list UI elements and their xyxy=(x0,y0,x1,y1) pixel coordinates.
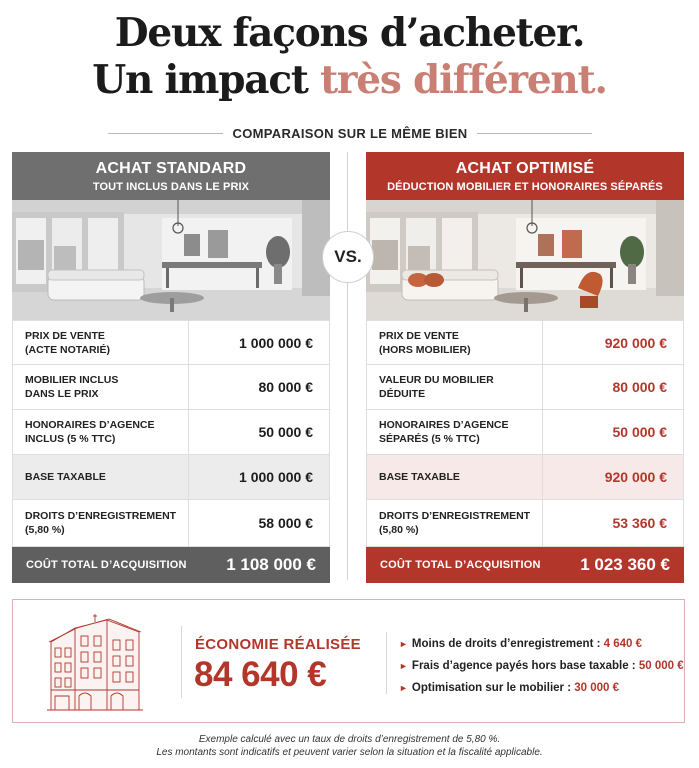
column-divider xyxy=(347,152,348,580)
list-item xyxy=(399,677,684,699)
table-row xyxy=(367,320,683,365)
row-label: DROITS D’ENREGISTREMENT (5,80 %) xyxy=(13,500,189,546)
standard-header xyxy=(12,152,330,200)
standard-title: ACHAT STANDARD xyxy=(95,159,247,177)
row-label: BASE TAXABLE xyxy=(13,455,189,499)
headline-line-2 xyxy=(0,57,699,104)
subtitle-rule-left xyxy=(108,133,223,134)
item-amount: 4 640 € xyxy=(603,638,642,650)
page-headline xyxy=(0,10,699,104)
row-label: BASE TAXABLE xyxy=(367,455,543,499)
row-value: 50 000 € xyxy=(258,424,313,440)
optimized-subtitle: DÉDUCTION MOBILIER ET HONORAIRES SÉPARÉS xyxy=(387,180,663,193)
table-row xyxy=(13,410,329,455)
row-label: PRIX DE VENTE (ACTE NOTARIÉ) xyxy=(13,321,189,364)
list-item xyxy=(399,633,684,655)
table-row xyxy=(367,365,683,410)
table-row-highlight xyxy=(13,455,329,500)
savings-list-divider xyxy=(386,632,387,694)
table-row xyxy=(367,500,683,547)
subtitle-rule-right xyxy=(477,133,592,134)
subtitle-text: COMPARAISON SUR LE MÊME BIEN xyxy=(232,125,468,141)
row-value: 53 360 € xyxy=(612,515,667,531)
building-illustration-icon xyxy=(35,608,155,716)
row-label: VALEUR DU MOBILIER DÉDUITE xyxy=(367,365,543,409)
footnote-line-2: Les montants sont indicatifs et peuvent varier selon la situation et la fiscalité applicable. xyxy=(156,747,543,758)
triangle-bullet-icon: ► xyxy=(399,683,408,693)
savings-amount: 84 640 € xyxy=(194,655,327,694)
standard-total-bar xyxy=(12,547,330,583)
savings-label: ÉCONOMIE RÉALISÉE xyxy=(195,636,361,653)
headline-line-2-prefix: Un impact xyxy=(92,57,321,103)
table-row xyxy=(13,320,329,365)
table-row-highlight xyxy=(367,455,683,500)
row-value: 1 000 000 € xyxy=(239,469,313,485)
headline-accent: très différent. xyxy=(320,57,607,103)
row-value: 50 000 € xyxy=(612,424,667,440)
item-amount: 30 000 € xyxy=(574,682,619,694)
total-value: 1 108 000 € xyxy=(226,555,316,574)
item-text: Optimisation sur le mobilier : xyxy=(411,682,575,694)
row-value: 920 000 € xyxy=(604,469,667,485)
row-label: DROITS D’ENREGISTREMENT (5,80 %) xyxy=(367,500,543,546)
optimized-table xyxy=(366,320,684,547)
table-row xyxy=(13,365,329,410)
table-row xyxy=(13,500,329,547)
optimized-interior-photo xyxy=(366,200,684,320)
item-text: Frais d’agence payés hors base taxable : xyxy=(411,660,639,672)
standard-purchase-column xyxy=(12,152,330,583)
row-value: 80 000 € xyxy=(612,379,667,395)
savings-panel xyxy=(12,599,685,723)
total-value: 1 023 360 € xyxy=(580,555,670,574)
row-value: 80 000 € xyxy=(258,379,313,395)
row-label: MOBILIER INCLUS DANS LE PRIX xyxy=(13,365,189,409)
headline-line-1: Deux façons d’acheter. xyxy=(114,10,585,56)
footnote xyxy=(0,733,699,759)
row-value: 58 000 € xyxy=(258,515,313,531)
savings-breakdown-list xyxy=(399,633,684,699)
optimized-title: ACHAT OPTIMISÉ xyxy=(455,159,595,177)
total-label: COÛT TOTAL D’ACQUISITION xyxy=(380,559,541,571)
row-label: HONORAIRES D’AGENCE INCLUS (5 % TTC) xyxy=(13,410,189,454)
footnote-line-1: Exemple calculé avec un taux de droits d’enregistrement de 5,80 %. xyxy=(198,734,501,745)
table-row xyxy=(367,410,683,455)
total-label: COÛT TOTAL D’ACQUISITION xyxy=(26,559,187,571)
row-value: 1 000 000 € xyxy=(239,334,313,351)
item-text: Moins de droits d’enregistrement : xyxy=(411,638,604,650)
vs-badge: VS. xyxy=(322,231,374,283)
row-value: 920 000 € xyxy=(604,334,667,351)
triangle-bullet-icon: ► xyxy=(399,639,408,649)
comparison-subtitle xyxy=(108,122,592,144)
standard-table xyxy=(12,320,330,547)
standard-interior-photo xyxy=(12,200,330,320)
triangle-bullet-icon: ► xyxy=(399,661,408,671)
optimized-total-bar xyxy=(366,547,684,583)
savings-divider xyxy=(181,626,182,698)
row-label: HONORAIRES D’AGENCE SÉPARÉS (5 % TTC) xyxy=(367,410,543,454)
item-amount: 50 000 € xyxy=(638,660,684,672)
standard-subtitle: TOUT INCLUS DANS LE PRIX xyxy=(92,180,250,193)
list-item xyxy=(399,655,684,677)
row-label: PRIX DE VENTE (HORS MOBILIER) xyxy=(367,321,543,364)
optimized-purchase-column xyxy=(366,152,684,583)
optimized-header xyxy=(366,152,684,200)
